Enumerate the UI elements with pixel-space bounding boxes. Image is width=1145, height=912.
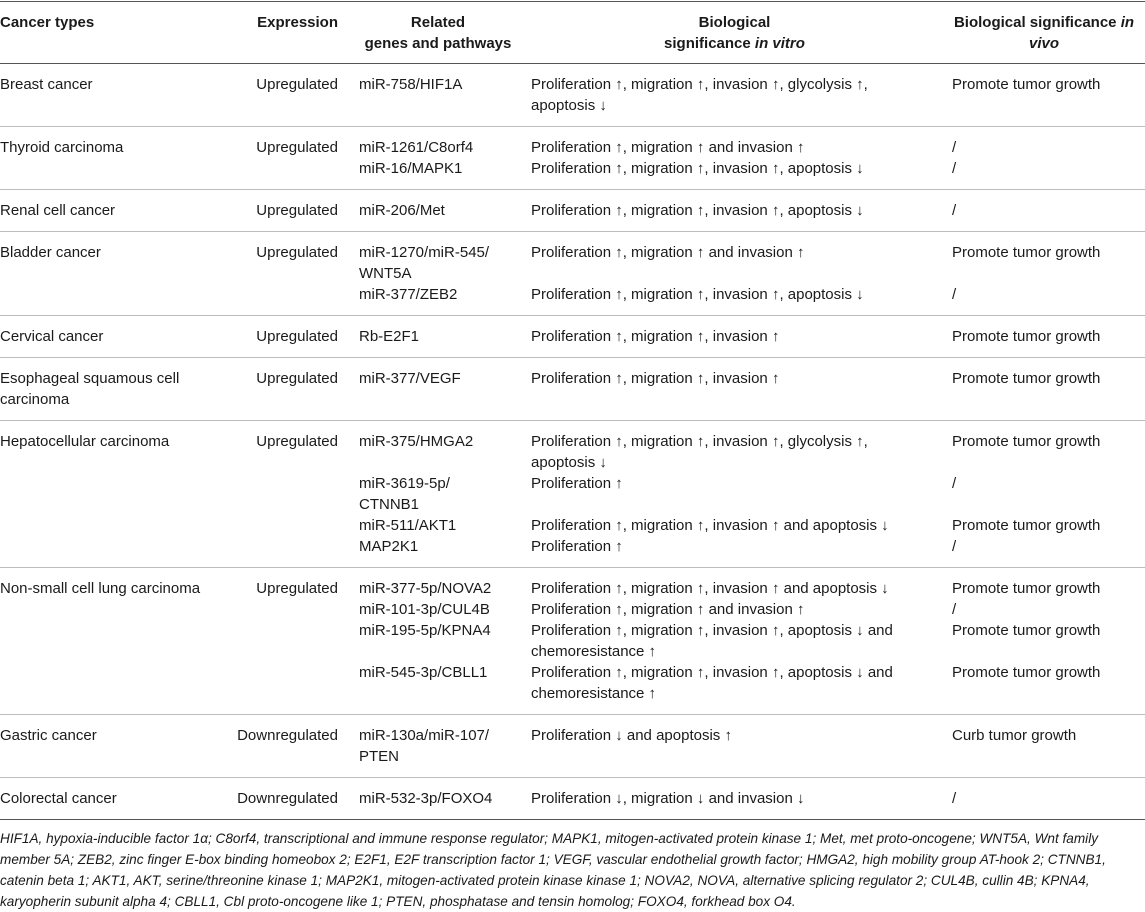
header-related-genes: Related genes and pathways [354, 2, 526, 64]
cell-in-vitro-line: Proliferation ↑, migration ↑, invasion ↑, apoptosis ↓ [531, 202, 864, 219]
cell-in-vitro [526, 316, 947, 358]
table-row [0, 421, 1145, 568]
cell-in-vivo-line: Promote tumor growth [952, 328, 1101, 345]
cell-genes-line: miR-375/HMGA2 [359, 433, 474, 450]
cell-in-vitro-line: Proliferation ↑, migration ↑ and invasion ↑ [531, 244, 805, 261]
cell-genes-line: miR-101-3p/CUL4B [359, 601, 490, 618]
cell-genes-line: PTEN [359, 748, 400, 765]
cell-in-vivo-line: / [952, 790, 957, 807]
cell-genes-line: miR-3619-5p/ [359, 475, 450, 492]
cell-in-vivo-line: Promote tumor growth [952, 244, 1101, 261]
cell-in-vivo-line [952, 494, 1139, 515]
cell-in-vivo-line: Promote tumor growth [952, 433, 1101, 450]
cell-genes-line [359, 452, 520, 473]
cell-in-vivo-line: Promote tumor growth [952, 622, 1101, 639]
cell-genes-line: Rb-E2F1 [359, 328, 420, 345]
cell-genes [354, 715, 526, 778]
cell-in-vitro-line: Proliferation ↑, migration ↑ and invasion ↑ [531, 139, 805, 156]
cell-expression: Upregulated [228, 421, 354, 568]
cell-in-vivo [947, 715, 1145, 778]
cell-expression: Upregulated [228, 64, 354, 127]
cell-in-vitro-line: apoptosis ↓ [531, 97, 607, 114]
cell-in-vitro-line: Proliferation ↑, migration ↑, invasion ↑, glycolysis ↑, [531, 76, 868, 93]
cell-genes-line [359, 683, 520, 704]
cell-in-vivo-line: Promote tumor growth [952, 517, 1101, 534]
cell-genes [354, 316, 526, 358]
cell-genes-line: WNT5A [359, 265, 412, 282]
cell-genes-line: miR-377/VEGF [359, 370, 461, 387]
cell-in-vitro-line: Proliferation ↑ [531, 538, 623, 555]
header-expression: Expression [228, 2, 354, 64]
cell-in-vitro-line: Proliferation ↑, migration ↑, invasion ↑, apoptosis ↓ and [531, 622, 893, 639]
cell-in-vitro [526, 64, 947, 127]
cell-genes-line: miR-1270/miR-545/ [359, 244, 490, 261]
cell-genes-line: miR-195-5p/KPNA4 [359, 622, 491, 639]
cell-in-vivo-line: Promote tumor growth [952, 664, 1101, 681]
cell-in-vitro-line: Proliferation ↓ and apoptosis ↑ [531, 727, 732, 744]
cell-in-vitro-line: Proliferation ↑, migration ↑, invasion ↑ [531, 328, 780, 345]
cell-expression: Upregulated [228, 232, 354, 316]
cell-expression: Downregulated [228, 778, 354, 820]
cell-in-vivo-line: / [952, 538, 957, 555]
cell-genes [354, 232, 526, 316]
cell-in-vitro [526, 358, 947, 421]
cell-cancer-type: Colorectal cancer [0, 778, 228, 820]
cell-genes-line: miR-130a/miR-107/ [359, 727, 490, 744]
header-cancer-types: Cancer types [0, 2, 228, 64]
cell-in-vitro-line: Proliferation ↑, migration ↑, invasion ↑, apoptosis ↓ [531, 160, 864, 177]
cell-in-vitro-line: Proliferation ↑, migration ↑, invasion ↑ and apoptosis ↓ [531, 517, 889, 534]
cell-in-vivo [947, 232, 1145, 316]
header-bio-in-vivo: Biological significance in vivo [947, 2, 1145, 64]
cell-in-vitro-line: Proliferation ↓, migration ↓ and invasion ↓ [531, 790, 805, 807]
cell-cancer-type: Bladder cancer [0, 232, 228, 316]
cell-expression: Upregulated [228, 190, 354, 232]
cell-genes-line [359, 641, 520, 662]
cell-in-vivo [947, 778, 1145, 820]
cell-in-vivo-line [952, 683, 1139, 704]
cell-in-vivo-line [952, 263, 1139, 284]
header-row [0, 2, 1145, 64]
cell-in-vivo [947, 64, 1145, 127]
cell-expression: Upregulated [228, 358, 354, 421]
cell-genes [354, 127, 526, 190]
cell-genes [354, 358, 526, 421]
cell-cancer-type: Breast cancer [0, 64, 228, 127]
cell-genes-line: MAP2K1 [359, 538, 419, 555]
cell-genes-line: miR-511/AKT1 [359, 517, 457, 534]
cell-genes [354, 190, 526, 232]
cell-in-vitro-line [531, 263, 941, 284]
cell-genes-line: miR-206/Met [359, 202, 445, 219]
cell-in-vitro-line: Proliferation ↑, migration ↑, invasion ↑ and apoptosis ↓ [531, 580, 889, 597]
cell-in-vitro-line: apoptosis ↓ [531, 454, 607, 471]
cell-in-vivo [947, 358, 1145, 421]
cell-in-vivo-line: Promote tumor growth [952, 580, 1101, 597]
cell-cancer-type: Cervical cancer [0, 316, 228, 358]
table-row [0, 64, 1145, 127]
cell-genes-line: miR-758/HIF1A [359, 76, 463, 93]
cell-cancer-type: Thyroid carcinoma [0, 127, 228, 190]
cell-genes-line: miR-1261/C8orf4 [359, 139, 474, 156]
cell-in-vitro-line: Proliferation ↑, migration ↑, invasion ↑, glycolysis ↑, [531, 433, 868, 450]
cell-in-vitro-line [531, 494, 941, 515]
cancer-table [0, 1, 1145, 820]
cell-in-vivo [947, 421, 1145, 568]
cell-in-vitro-line: Proliferation ↑, migration ↑, invasion ↑ [531, 370, 780, 387]
cell-genes-line: miR-16/MAPK1 [359, 160, 463, 177]
cell-in-vitro [526, 232, 947, 316]
cell-genes-line: miR-377/ZEB2 [359, 286, 458, 303]
cell-in-vivo [947, 127, 1145, 190]
cell-genes-line: CTNNB1 [359, 496, 420, 513]
table-row [0, 358, 1145, 421]
cell-genes-line: miR-532-3p/FOXO4 [359, 790, 493, 807]
cell-cancer-type: Renal cell cancer [0, 190, 228, 232]
table-row [0, 232, 1145, 316]
cell-genes-line: miR-545-3p/CBLL1 [359, 664, 488, 681]
cell-in-vivo [947, 568, 1145, 715]
cell-in-vivo-line [952, 452, 1139, 473]
cell-expression: Downregulated [228, 715, 354, 778]
cell-cancer-type: Gastric cancer [0, 715, 228, 778]
cell-in-vivo-line: / [952, 286, 957, 303]
cell-in-vitro-line: Proliferation ↑, migration ↑ and invasion ↑ [531, 601, 805, 618]
table-body [0, 64, 1145, 820]
table-row [0, 715, 1145, 778]
cell-in-vivo-line: / [952, 475, 957, 492]
cell-cancer-type: Non-small cell lung carcinoma [0, 568, 228, 715]
cell-in-vitro-line: Proliferation ↑ [531, 475, 623, 492]
cell-genes [354, 64, 526, 127]
table-header [0, 2, 1145, 64]
table-row [0, 568, 1145, 715]
cell-in-vivo-line: Promote tumor growth [952, 76, 1101, 93]
cell-in-vitro-line: chemoresistance ↑ [531, 643, 657, 660]
cell-in-vitro [526, 190, 947, 232]
cell-expression: Upregulated [228, 127, 354, 190]
cell-in-vivo-line: / [952, 139, 957, 156]
cell-in-vitro [526, 421, 947, 568]
cell-in-vitro-line: Proliferation ↑, migration ↑, invasion ↑, apoptosis ↓ [531, 286, 864, 303]
cell-in-vitro-line: Proliferation ↑, migration ↑, invasion ↑, apoptosis ↓ and [531, 664, 893, 681]
cell-in-vivo-line: / [952, 601, 957, 618]
cell-in-vitro [526, 778, 947, 820]
table-row [0, 127, 1145, 190]
cell-genes-line: miR-377-5p/NOVA2 [359, 580, 492, 597]
cell-in-vivo-line: Curb tumor growth [952, 727, 1077, 744]
cell-in-vivo-line: Promote tumor growth [952, 370, 1101, 387]
table-footnote: HIF1A, hypoxia-inducible factor 1α; C8orf4, transcriptional and immune response regulator; MAPK1, mitogen-activated protein kinase 1; Met, met proto-oncogene; WNT5A, Wnt family member 5A; ZEB2, zinc finger E-box binding homeobox 2; E2F1, E2F transcription factor 1; VEGF, vascular endothelial growth factor; HMGA2, high mobility group AT-hook 2; CTNNB1, catenin beta 1; AKT1, AKT, serine/threonine kinase 1; MAP2K1, mitogen-activated protein kinase kinase 1; NOVA2, NOVA, alternative splicing regulator 2; CUL4B, cullin 4B; KPNA4, karyopherin subunit alpha 4; CBLL1, Cbl proto-oncogene like 1; PTEN, phosphatase and tensin homolog; FOXO4, forkhead box O4. [0, 831, 1106, 909]
cell-cancer-type: Hepatocellular carcinoma [0, 421, 228, 568]
cell-in-vivo-line: / [952, 160, 957, 177]
table-row [0, 190, 1145, 232]
cell-expression: Upregulated [228, 316, 354, 358]
cell-cancer-type: Esophageal squamous cell carcinoma [0, 358, 228, 421]
cell-in-vivo-line: / [952, 202, 957, 219]
cell-in-vivo [947, 316, 1145, 358]
table-row [0, 316, 1145, 358]
cell-genes [354, 778, 526, 820]
header-bio-in-vitro: Biological significance in vitro [526, 2, 947, 64]
cell-in-vivo-line [952, 641, 1139, 662]
cell-expression: Upregulated [228, 568, 354, 715]
cell-genes [354, 421, 526, 568]
cell-in-vitro [526, 127, 947, 190]
cell-in-vivo [947, 190, 1145, 232]
cell-genes [354, 568, 526, 715]
table-row [0, 778, 1145, 820]
cell-in-vitro [526, 568, 947, 715]
cell-in-vitro-line: chemoresistance ↑ [531, 685, 657, 702]
cell-in-vitro [526, 715, 947, 778]
